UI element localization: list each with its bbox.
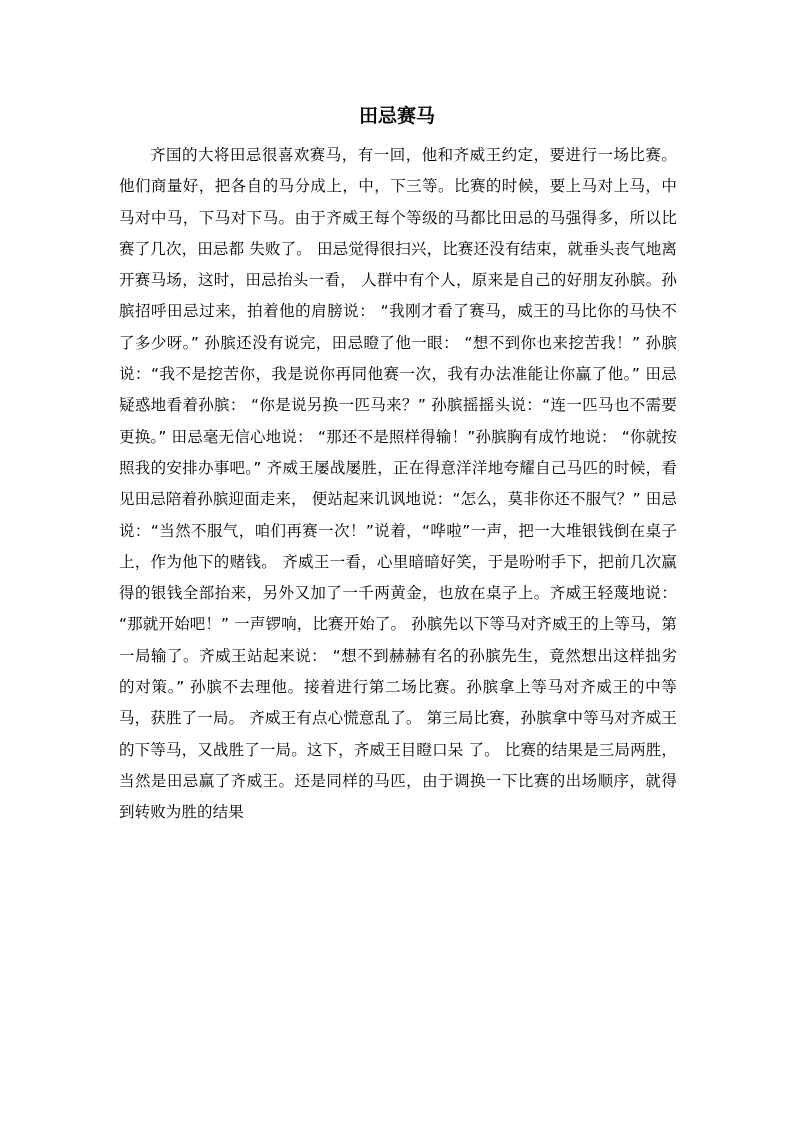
- document-title: 田忌赛马: [358, 105, 435, 127]
- document-body-paragraph: 齐国的大将田忌很喜欢赛马，有一回，他和齐威王约定，要进行一场比赛。他们商量好，把各自的马分成上，中，下三等。比赛的时候，要上马对上马，中马对中马，下马对下马。由于齐威王每个等级的马都比田忌的马强得多，所以比赛了几次，田忌都 失败了。 田忌觉得很扫兴，比赛还没有结束，就垂头丧气地离开赛马场，这时，田忌抬头一看， 人群中有个人，原来是自己的好朋友孙膑。孙膑招呼田忌过来，拍着他的肩膀说： “我刚才看了赛马，威王的马比你的马快不了多少呀。” 孙膑还没有说完，田忌瞪了他一眼： “想不到你也来挖苦我！” 孙膑说：“我不是挖苦你，我是说你再同他赛一次，我有办法准能让你赢了他。” 田忌疑惑地看着孙膑： “你是说另换一匹马来？” 孙膑摇摇头说：“连一匹马也不需要更换。” 田忌毫无信心地说： “那还不是照样得输！”孙膑胸有成竹地说： “你就按照我的安排办事吧。” 齐威王屡战屡胜，正在得意洋洋地夸耀自己马匹的时候，看见田忌陪着孙膑迎面走来， 便站起来讥讽地说：“怎么，莫非你还不服气？” 田忌说：“当然不服气，咱们再赛一次！”说着，“哗啦”一声，把一大堆银钱倒在桌子上，作为他下的赌钱。 齐威王一看，心里暗暗好笑，于是吩咐手下，把前几次赢得的银钱全部抬来，另外又加了一千两黄金，也放在桌子上。齐威王轻蔑地说： “那就开始吧！” 一声锣响，比赛开始了。 孙膑先以下等马对齐威王的上等马，第一局输了。齐威王站起来说： “想不到赫赫有名的孙膑先生，竟然想出这样拙劣的对策。” 孙膑不去理他。接着进行第二场比赛。孙膑拿上等马对齐威王的中等马，获胜了一局。 齐威王有点心慌意乱了。 第三局比赛，孙膑拿中等马对齐威王的下等马，又战胜了一局。这下，齐威王目瞪口呆 了。 比赛的结果是三局两胜，当然是田忌赢了齐威王。还是同样的马匹，由于调换一下比赛的出场顺序，就得到转败为胜的结果: [119, 146, 677, 822]
